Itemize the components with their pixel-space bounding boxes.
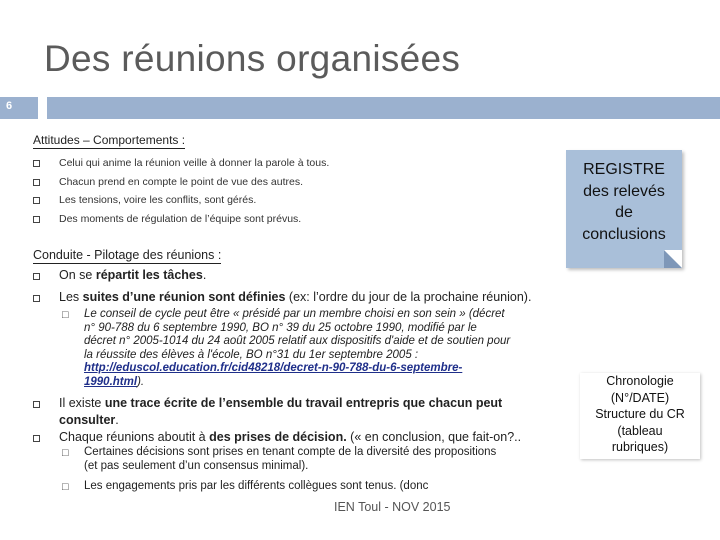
bullet-square-icon	[33, 435, 40, 442]
slide-footer: IEN Toul - NOV 2015	[334, 500, 451, 514]
slide-number: 6	[6, 100, 13, 112]
quote-line: décret n° 2005-1014 du 24 août 2005 relatif aux dispositifs d'aide et de soutien pour	[84, 335, 511, 347]
bullet-square-icon	[33, 401, 40, 408]
bullet-square-icon	[33, 179, 40, 186]
conduite-item-4: Chaque réunions aboutit à des prises de décision. (« en conclusion, que fait-on?..	[33, 429, 578, 446]
checkbox-bullet-icon: □	[62, 309, 69, 321]
chronologie-note	[580, 373, 700, 459]
note-line: (N°/DATE)	[610, 390, 670, 405]
decision-sub-a	[84, 446, 576, 473]
list-item: Les tensions, voire les conflits, sont gérés.	[33, 191, 553, 210]
bullet-square-icon	[33, 216, 40, 223]
bullet-square-icon	[33, 273, 40, 280]
note-line: de	[615, 204, 633, 221]
conduite-heading: Conduite - Pilotage des réunions :	[33, 248, 222, 262]
slide-number-bar	[0, 97, 38, 119]
slide-title: Des réunions organisées	[44, 38, 461, 79]
sub-line: (et pas seulement d’un consensus minimal).	[84, 459, 309, 472]
note-line: REGISTRE	[583, 161, 665, 178]
quote-line: Le conseil de cycle peut être « présidé par un membre choisi en son sein » (décret	[84, 308, 505, 320]
quote-line: n° 90-788 du 6 septembre 1990, BO n° 39 du 25 octobre 1990, modifié par le	[84, 321, 477, 334]
decret-quote: Le conseil de cycle peut être « présidé par un membre choisi en son sein » (décret n° 90-788 du 6 septembre 1990, BO n° 39 du 25 octobre 1990, modifié par le décret n° 2005-1014 du 24 août 2005 relatif aux dispositifs d'aide et de soutien pour la réussite des élèves à l'école, BO n°31 du 1er septembre 2005 : http://eduscol.education.fr/cid48218/decret-n-90-788-du-6-septembre- 1990.html).	[84, 308, 614, 389]
sub-line: Certaines décisions sont prises en tenant compte de la diversité des propositions	[84, 446, 497, 458]
eduscol-link-continued[interactable]: 1990.html	[84, 375, 138, 388]
note-line: conclusions	[582, 225, 666, 243]
eduscol-link[interactable]: http://eduscol.education.fr/cid48218/decret-n-90-788-du-6-septembre-	[84, 362, 463, 374]
conduite-item-2: Les suites d’une réunion sont définies (ex: l’ordre du jour de la prochaine réunion).	[33, 289, 531, 306]
sub-line: Les engagements pris par les différents collègues sont tenus. (donc	[84, 480, 429, 492]
note-line: (tableau	[617, 423, 663, 438]
page-fold-icon	[664, 250, 682, 268]
header-bar	[47, 97, 720, 119]
decision-sub-b	[84, 480, 504, 494]
note-line: Structure du CR	[595, 407, 685, 421]
note-line: des relevés	[583, 182, 665, 200]
bullet-square-icon	[33, 295, 40, 302]
checkbox-bullet-icon: □	[62, 481, 69, 493]
note-line: rubriques)	[611, 440, 669, 454]
attitudes-list	[33, 154, 553, 228]
conduite-item-3: Il existe une trace écrite de l’ensemble du travail entrepris que chacun peut consulter.	[33, 395, 573, 429]
list-item: Chacun prend en compte le point de vue des autres.	[33, 173, 553, 192]
bullet-square-icon	[33, 197, 40, 204]
attitudes-heading: Attitudes – Comportements :	[33, 133, 186, 147]
conduite-item-1: On se répartit les tâches.	[33, 267, 206, 284]
note-line: Chronologie	[606, 374, 674, 388]
list-item: Celui qui anime la réunion veille à donner la parole à tous.	[33, 154, 553, 173]
registre-note	[566, 150, 682, 268]
bullet-square-icon	[33, 160, 40, 167]
quote-line: la réussite des élèves à l'école, BO n°31 du 1er septembre 2005 :	[84, 348, 419, 361]
checkbox-bullet-icon: □	[62, 447, 69, 459]
list-item: Des moments de régulation de l’équipe sont prévus.	[33, 210, 553, 229]
